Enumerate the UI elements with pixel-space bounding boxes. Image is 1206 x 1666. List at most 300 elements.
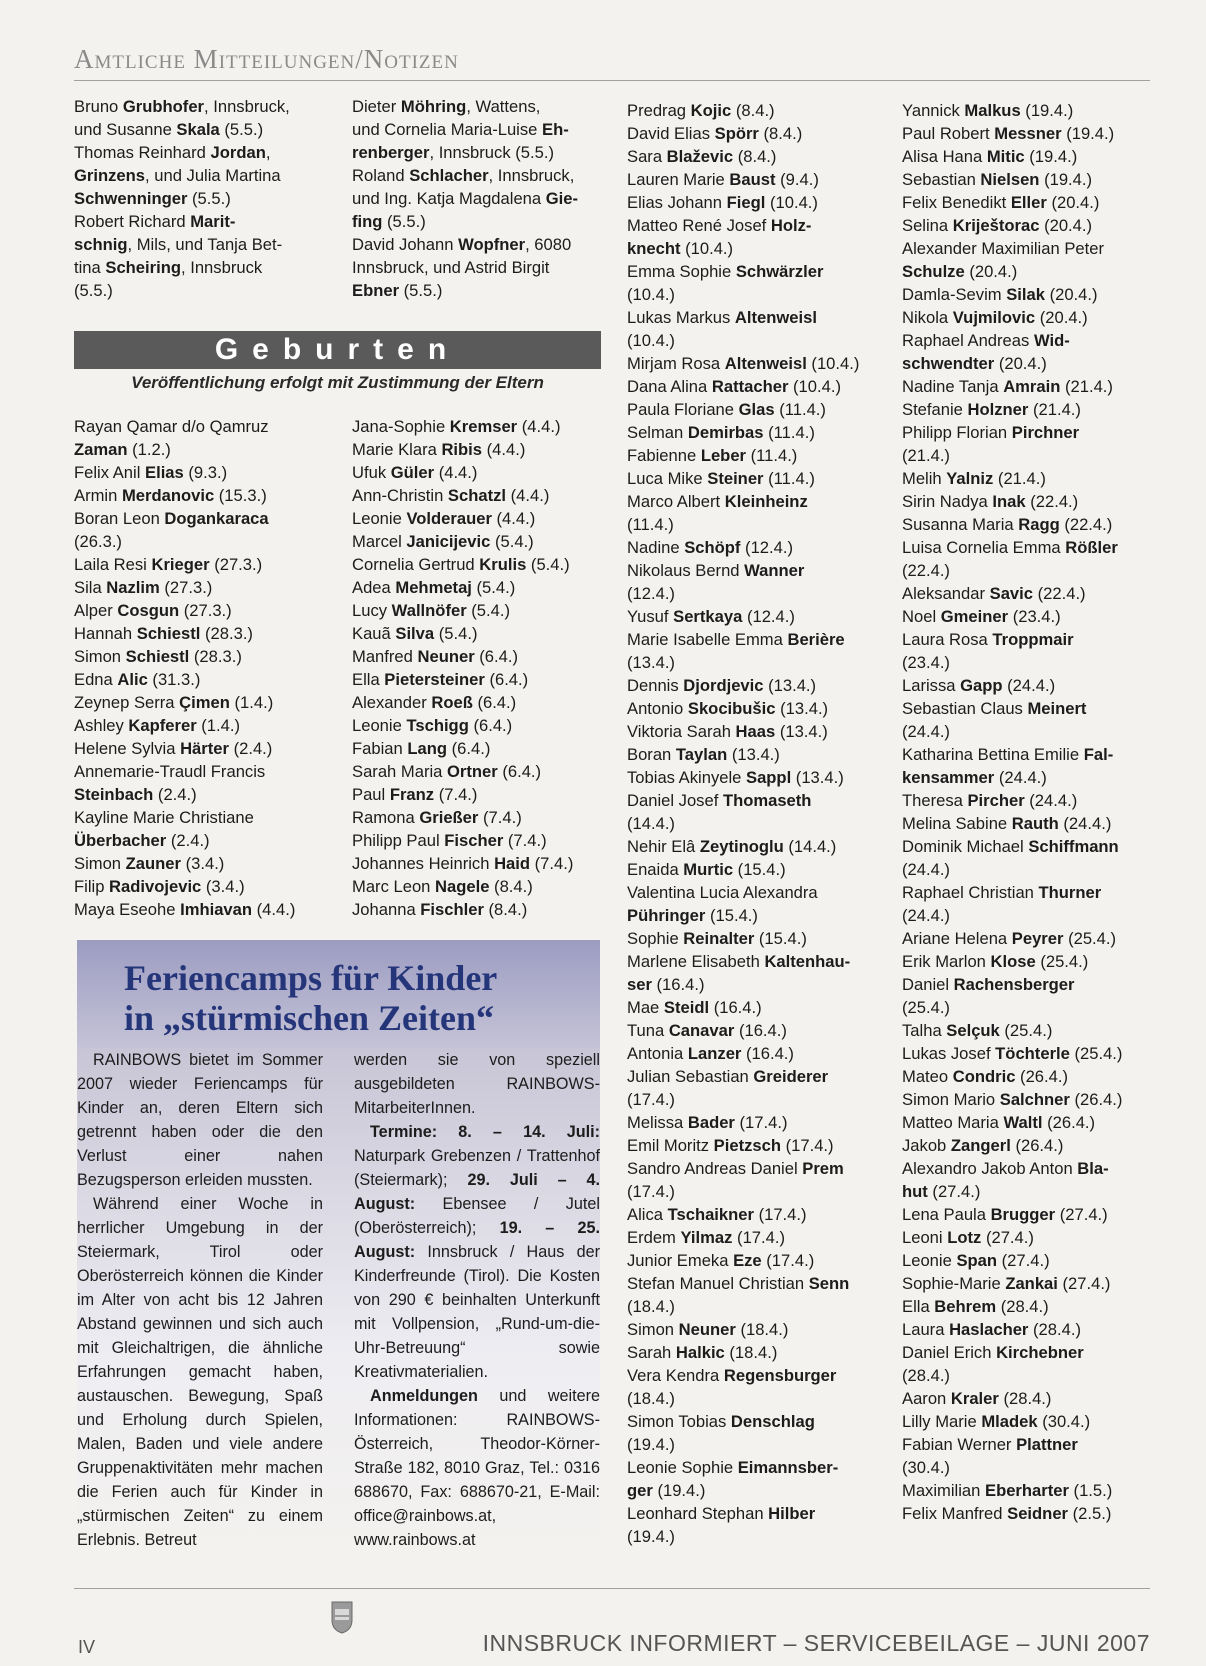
surname: Holzner [967, 400, 1029, 419]
name-text: Luisa Cornelia Emma [902, 538, 1066, 557]
list-item [902, 99, 1152, 122]
name-text: Leonie [352, 509, 407, 528]
name-text: (28.3.) [189, 647, 242, 666]
list-item [902, 467, 1152, 490]
name-text: (23.4.) [1008, 607, 1061, 626]
surname: kensammer [902, 768, 995, 787]
name-text: Marco Albert [627, 492, 725, 511]
list-item [74, 484, 324, 507]
surname: Waltl [1003, 1113, 1043, 1132]
list-item [74, 279, 324, 302]
births-column-1 [74, 415, 324, 921]
name-text: (17.4.) [627, 1090, 675, 1109]
name-text: David Johann [352, 235, 459, 254]
list-item [902, 1180, 1152, 1203]
name-text: Edna [74, 670, 118, 689]
name-text: Annemarie-Traudl Francis [74, 762, 266, 781]
list-item [74, 233, 324, 256]
surname: Steinbach [74, 785, 154, 804]
name-text: (8.4.) [489, 877, 533, 896]
surname: Prem [802, 1159, 844, 1178]
name-text: (4.4.) [491, 509, 536, 528]
name-text: Sara [627, 147, 667, 166]
surname: Eller [1010, 193, 1047, 212]
name-text: (17.4.) [780, 1136, 834, 1155]
name-text: (5.5.) [399, 281, 443, 300]
name-text: Sila [74, 578, 107, 597]
name-text: Simon [74, 647, 126, 666]
surname: Çimen [179, 693, 230, 712]
name-text: (5.4.) [471, 578, 516, 597]
name-text: (1.4.) [196, 716, 241, 735]
list-item [627, 145, 875, 168]
name-text: Felix Manfred [902, 1504, 1008, 1523]
publication-title: INNSBRUCK INFORMIERT – SERVICEBEILAGE – JUNI 2007 [482, 1630, 1150, 1656]
name-text: (6.4.) [474, 647, 518, 666]
list-item [74, 714, 324, 737]
surname: Murtic [683, 860, 734, 879]
name-text: Alica [627, 1205, 668, 1224]
surname: Güler [390, 463, 435, 482]
surname: Mehmetaj [395, 578, 472, 597]
surname: Savic [989, 584, 1034, 603]
surname: Demirbas [687, 423, 764, 442]
name-text: Philipp Florian [902, 423, 1012, 442]
name-text: Kauã [352, 624, 396, 643]
name-text: und Ing. Katja Magdalena [352, 189, 546, 208]
name-text: (24.4.) [902, 722, 950, 741]
list-item [352, 599, 602, 622]
dates-label: Termine: 8. – 14. Juli: [370, 1123, 600, 1141]
name-text: (2.4.) [153, 785, 197, 804]
list-item [902, 1387, 1152, 1410]
list-item [352, 852, 602, 875]
name-text: (27.4.) [927, 1182, 981, 1201]
name-text: (21.4.) [1028, 400, 1081, 419]
surname: knecht [627, 239, 681, 258]
list-item [902, 766, 1152, 789]
name-text: , Innsbruck, [204, 97, 290, 116]
name-text: Leonie Sophie [627, 1458, 738, 1477]
surname: Glas [738, 400, 775, 419]
name-text: Melina Sabine [902, 814, 1012, 833]
name-text: Felix Benedikt [902, 193, 1011, 212]
list-item [902, 122, 1152, 145]
list-item [902, 927, 1152, 950]
name-text: Nikola [902, 308, 953, 327]
surname: Dogankaraca [164, 509, 269, 528]
name-text: Paula Floriane [627, 400, 739, 419]
name-text: Erdem [627, 1228, 681, 1247]
name-text: , Mils, und Tanja Bet- [127, 235, 283, 254]
list-item [902, 1019, 1152, 1042]
dates-text: Ebensee / Jutel (Oberösterreich); [354, 1195, 600, 1237]
name-text: (11.4.) [774, 400, 826, 419]
surname: Pircher [967, 791, 1025, 810]
name-text: (23.4.) [902, 653, 950, 672]
surname: Cosgun [117, 601, 180, 620]
city-crest-icon [330, 1600, 354, 1634]
name-text: Alexander Maximilian Peter [902, 239, 1104, 258]
list-item [627, 950, 875, 973]
surname: Janicijevic [406, 532, 491, 551]
surname: Nagele [435, 877, 490, 896]
surname: ser [627, 975, 652, 994]
list-item [352, 210, 602, 233]
name-text: Selina [902, 216, 953, 235]
name-text: Alexander [352, 693, 432, 712]
surname: Behrem [934, 1297, 997, 1316]
name-text: Melissa [627, 1113, 688, 1132]
surname: Ribis [441, 440, 483, 459]
list-item [352, 898, 602, 921]
name-text: (28.4.) [902, 1366, 950, 1385]
surname: Schwärzler [735, 262, 824, 281]
list-item [902, 950, 1152, 973]
name-text: (16.4.) [651, 975, 705, 994]
name-text: (7.4.) [530, 854, 574, 873]
list-item [352, 507, 602, 530]
name-text: (15.4.) [754, 929, 807, 948]
name-text: Nikolaus Bernd [627, 561, 745, 580]
list-item [627, 1341, 875, 1364]
name-text: Simon [627, 1320, 679, 1339]
name-text: Marc Leon [352, 877, 436, 896]
list-item [74, 553, 324, 576]
surname: Grinzens [74, 166, 146, 185]
list-item [902, 306, 1152, 329]
name-text: Innsbruck, und Astrid Birgit [352, 258, 550, 277]
list-item [902, 1456, 1152, 1479]
list-item [902, 444, 1152, 467]
name-text: Lucy [352, 601, 392, 620]
list-item [627, 1019, 875, 1042]
name-text: Viktoria Sarah [627, 722, 736, 741]
list-item [902, 421, 1152, 444]
name-text: (4.4.) [517, 417, 561, 436]
surname: Pietersteiner [384, 670, 485, 689]
list-item [74, 898, 324, 921]
list-item [902, 168, 1152, 191]
name-text: (22.4.) [1025, 492, 1079, 511]
name-text: Sophie [627, 929, 684, 948]
surname: Volderauer [406, 509, 492, 528]
list-item [74, 783, 324, 806]
name-text: (16.4.) [741, 1044, 794, 1063]
name-text: (24.4.) [902, 860, 950, 879]
name-text: Junior Emeka [627, 1251, 734, 1270]
list-item [902, 812, 1152, 835]
name-text: (3.4.) [180, 854, 225, 873]
list-item [627, 743, 875, 766]
surname: hut [902, 1182, 928, 1201]
list-item [352, 530, 602, 553]
feriencamps-column-1 [77, 1048, 323, 1552]
name-text: Kayline Marie Christiane [74, 808, 254, 827]
surname: Neuner [417, 647, 475, 666]
name-text: (20.4.) [994, 354, 1047, 373]
name-text: (7.4.) [434, 785, 478, 804]
list-item [74, 760, 324, 783]
name-text: (5.5.) [74, 281, 113, 300]
name-text: (28.4.) [996, 1297, 1049, 1316]
name-text: Vera Kendra [627, 1366, 724, 1385]
name-text: (12.4.) [742, 607, 795, 626]
feriencamps-title-line-1: Feriencamps für Kinder [124, 958, 498, 998]
list-item [352, 783, 602, 806]
name-text: (11.4.) [763, 423, 815, 442]
list-item [627, 237, 875, 260]
list-item [74, 576, 324, 599]
list-item [627, 168, 875, 191]
name-text: (2.4.) [228, 739, 273, 758]
name-text: (7.4.) [503, 831, 547, 850]
name-text: (17.4.) [734, 1113, 788, 1132]
surname: Bader [687, 1113, 735, 1132]
surname: Fischer [444, 831, 504, 850]
surname: Altenweisl [734, 308, 817, 327]
surname: Canavar [668, 1021, 735, 1040]
list-item [74, 530, 324, 553]
surname: Merdanovic [121, 486, 215, 505]
name-text: Felix Anil [74, 463, 146, 482]
surname: Möhring [400, 97, 467, 116]
name-text: (3.4.) [201, 877, 245, 896]
list-item [902, 559, 1152, 582]
list-item [627, 1157, 875, 1180]
surname: Thurner [1038, 883, 1102, 902]
name-text: (9.4.) [775, 170, 819, 189]
surname: Skala [176, 120, 220, 139]
name-text: Emma Sophie [627, 262, 736, 281]
name-text: (28.4.) [998, 1389, 1052, 1408]
name-text: Laila Resi [74, 555, 152, 574]
list-item [902, 973, 1152, 996]
name-text: Ashley [74, 716, 129, 735]
name-text: (22.4.) [1033, 584, 1086, 603]
list-item [352, 576, 602, 599]
list-item [74, 256, 324, 279]
feriencamps-column-2 [354, 1048, 600, 1552]
list-item [902, 1249, 1152, 1272]
name-text: Mae [627, 998, 664, 1017]
surname: Nielsen [980, 170, 1040, 189]
surname: Marit- [190, 212, 236, 231]
list-item [627, 651, 875, 674]
list-item [902, 329, 1152, 352]
name-text: (17.4.) [732, 1228, 786, 1247]
list-item [902, 835, 1152, 858]
name-text: (2.4.) [166, 831, 210, 850]
feriencamps-title-line-2: in „stürmischen Zeiten“ [124, 998, 495, 1038]
list-item [627, 766, 875, 789]
name-text: Dennis [627, 676, 684, 695]
surname: Haid [494, 854, 531, 873]
name-text: Helene Sylvia [74, 739, 181, 758]
surname: Rauth [1011, 814, 1059, 833]
name-text: (19.4.) [1020, 101, 1074, 120]
surname: Roeß [431, 693, 473, 712]
list-item [627, 191, 875, 214]
name-text: Daniel Josef [627, 791, 723, 810]
name-text: (1.2.) [127, 440, 171, 459]
name-text: Yannick [902, 101, 965, 120]
surname: Franz [389, 785, 435, 804]
list-item [74, 599, 324, 622]
list-item [352, 95, 602, 118]
name-text: (20.4.) [1035, 308, 1088, 327]
name-text: Predrag [627, 101, 691, 120]
surname: Regensburger [723, 1366, 837, 1385]
name-text: Valentina Lucia Alexandra [627, 883, 818, 902]
surname: Grubhofer [122, 97, 205, 116]
surname: Eze [733, 1251, 762, 1270]
list-item [74, 187, 324, 210]
list-item [627, 559, 875, 582]
list-item [627, 881, 875, 904]
name-text: (30.4.) [902, 1458, 950, 1477]
surname: Selçuk [946, 1021, 1000, 1040]
list-item [902, 1203, 1152, 1226]
name-text: (6.4.) [447, 739, 491, 758]
list-item [902, 1364, 1152, 1387]
list-item [902, 582, 1152, 605]
name-text: (8.4.) [758, 124, 803, 143]
name-text: Matteo Maria [902, 1113, 1004, 1132]
surname: Nazlim [106, 578, 160, 597]
name-text: Sarah [627, 1343, 676, 1362]
name-text: (4.4.) [482, 440, 526, 459]
name-text: (31.3.) [147, 670, 201, 689]
list-item [627, 1410, 875, 1433]
list-item [352, 187, 602, 210]
list-item [627, 536, 875, 559]
name-text: David Elias [627, 124, 715, 143]
name-text: (26.4.) [1069, 1090, 1123, 1109]
name-text: Luca Mike [627, 469, 708, 488]
name-text: Mirjam Rosa [627, 354, 725, 373]
name-text: Maximilian [902, 1481, 985, 1500]
name-text: Alper [74, 601, 118, 620]
list-item [627, 352, 875, 375]
surname: Haslacher [949, 1320, 1029, 1339]
name-text: (27.4.) [997, 1251, 1050, 1270]
name-text: (15.4.) [733, 860, 786, 879]
surname: Krulis [479, 555, 527, 574]
name-text: Dieter [352, 97, 401, 116]
list-item [627, 1111, 875, 1134]
name-text: (20.4.) [1039, 216, 1093, 235]
surname: Yalniz [946, 469, 994, 488]
name-text: (26.3.) [74, 532, 122, 551]
name-text: Rayan Qamar d/o Qamruz [74, 417, 269, 436]
name-text: Sirin Nadya [902, 492, 993, 511]
surname: Schulze [902, 262, 965, 281]
list-item [74, 645, 324, 668]
surname: Rößler [1065, 538, 1118, 557]
surname: Eberharter [985, 1481, 1069, 1500]
list-item [74, 118, 324, 141]
name-text: , und Julia Martina [145, 166, 281, 185]
list-item [352, 760, 602, 783]
feriencamps-paragraph: werden sie von speziell ausgebildeten RAINBOWS-MitarbeiterInnen. [354, 1051, 600, 1117]
feriencamps-paragraph: RAINBOWS bietet im Sommer 2007 wieder Feriencamps für Kinder an, deren Eltern sich getrennt haben oder die den Verlust einer nahen Bezugsperson erleiden mussten. [77, 1051, 323, 1189]
name-text: (5.5.) [382, 212, 426, 231]
surname: Tschaikner [667, 1205, 754, 1224]
surname: Seidner [1007, 1504, 1069, 1523]
surname: Schiestl [136, 624, 201, 643]
name-text: Leonhard Stephan [627, 1504, 769, 1523]
name-text: (10.4.) [680, 239, 734, 258]
list-item [627, 835, 875, 858]
list-item [902, 1479, 1152, 1502]
name-text: Matteo René Josef [627, 216, 771, 235]
name-text: Thomas Reinhard [74, 143, 211, 162]
list-item [902, 605, 1152, 628]
list-item [74, 210, 324, 233]
surname: Rattacher [711, 377, 789, 396]
surname: Gmeiner [940, 607, 1009, 626]
list-item [627, 1134, 875, 1157]
name-text: (10.4.) [627, 331, 675, 350]
list-item [902, 651, 1152, 674]
surname: Scheiring [105, 258, 181, 277]
name-text: (27.4.) [981, 1228, 1034, 1247]
list-item [74, 668, 324, 691]
list-item [352, 875, 602, 898]
list-item [74, 507, 324, 530]
surname: Fischler [420, 900, 484, 919]
list-item [902, 628, 1152, 651]
name-text: Raphael Andreas [902, 331, 1034, 350]
list-item [902, 996, 1152, 1019]
name-text: Boran Leon [74, 509, 165, 528]
surname: Wopfner [458, 235, 526, 254]
name-text: (7.4.) [478, 808, 522, 827]
surname: Steidl [663, 998, 710, 1017]
surname: Wallnöfer [391, 601, 467, 620]
header-divider [74, 80, 1150, 81]
list-item [352, 415, 602, 438]
name-text: Stefanie [902, 400, 968, 419]
name-text: (27.3.) [159, 578, 213, 597]
list-item [902, 352, 1152, 375]
surname: Schlacher [409, 166, 489, 185]
surname: Denschlag [730, 1412, 815, 1431]
list-item [74, 415, 324, 438]
surname: fing [352, 212, 383, 231]
list-item [74, 164, 324, 187]
list-item [902, 1088, 1152, 1111]
name-text: (6.4.) [472, 693, 517, 712]
name-text: (26.4.) [1010, 1136, 1064, 1155]
name-text: (13.4.) [627, 653, 675, 672]
name-text: (17.4.) [753, 1205, 807, 1224]
list-item [74, 829, 324, 852]
surname: Tschigg [406, 716, 469, 735]
marriages-column-1 [74, 95, 324, 302]
list-item [902, 1134, 1152, 1157]
name-text: Antonia [627, 1044, 688, 1063]
name-text: (10.4.) [627, 285, 675, 304]
name-text: (11.4.) [627, 515, 674, 534]
name-text: (30.4.) [1037, 1412, 1091, 1431]
name-text: Fabienne [627, 446, 701, 465]
name-text: Marcel [352, 532, 407, 551]
surname: Schwenninger [74, 189, 188, 208]
name-text: Sarah Maria [352, 762, 447, 781]
surname: Hilber [768, 1504, 816, 1523]
